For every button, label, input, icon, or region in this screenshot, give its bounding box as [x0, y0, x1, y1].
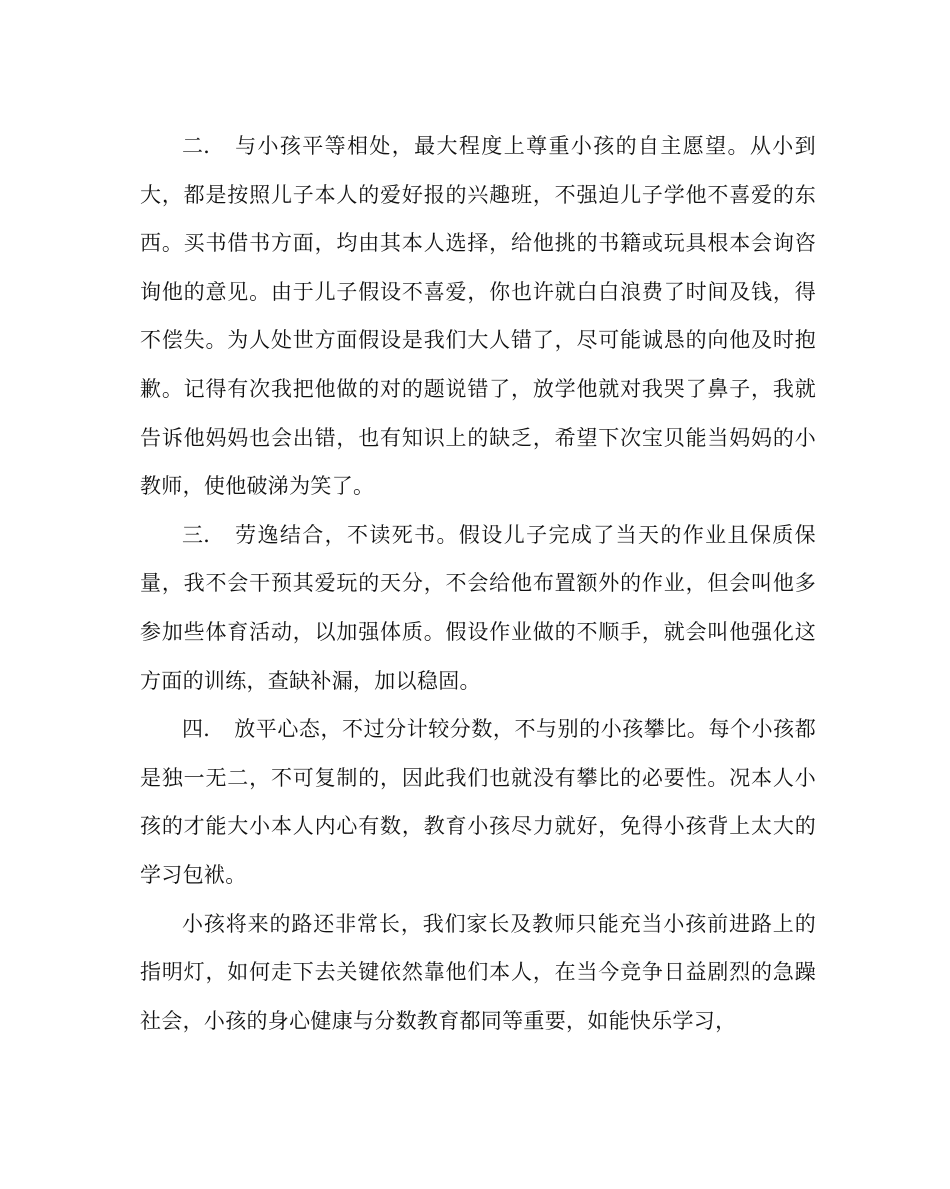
paragraph-text: 劳逸结合，不读死书。假设儿子完成了当天的作业且保质保量，我不会干预其爱玩的天分，不会给他布置额外的作业，但会叫他多参加些体育活动，以加强体质。假设作业做的不顺手，就会叫他强化这方面的训练，查缺补漏，加以稳固。 — [140, 522, 816, 693]
paragraph-4 — [140, 705, 816, 899]
paragraph-3 — [140, 511, 816, 705]
paragraph-number: 二． — [182, 134, 225, 158]
paragraph-text: 与小孩平等相处，最大程度上尊重小孩的自主愿望。从小到大，都是按照儿子本人的爱好报的兴趣班，不强迫儿子学他不喜爱的东西。买书借书方面，均由其本人选择，给他挑的书籍或玩具根本会询咨询他的意见。由于儿子假设不喜爱，你也许就白白浪费了时间及钱，得不偿失。为人处世方面假设是我们大人错了，尽可能诚恳的向他及时抱歉。记得有次我把他做的对的题说错了，放学他就对我哭了鼻子，我就告诉他妈妈也会出错，也有知识上的缺乏，希望下次宝贝能当妈妈的小教师，使他破涕为笑了。 — [140, 134, 816, 499]
paragraph-number: 四． — [182, 717, 225, 742]
paragraph-2 — [140, 122, 816, 511]
paragraph-text: 小孩将来的路还非常长，我们家长及教师只能充当小孩前进路上的指明灯，如何走下去关键依然靠他们本人，在当今竞争日益剧烈的急躁社会，小孩的身心健康与分数教育都同等重要，如能快乐学习， — [140, 911, 816, 1033]
paragraph-number: 三． — [182, 522, 225, 547]
paragraph-text: 放平心态，不过分计较分数，不与别的小孩攀比。每个小孩都是独一无二，不可复制的，因此我们也就没有攀比的必要性。况本人小孩的才能大小本人内心有数，教育小孩尽力就好，免得小孩背上太大的学习包袱。 — [140, 717, 816, 887]
paragraph-conclusion — [140, 900, 816, 1046]
document-body — [140, 122, 816, 1045]
